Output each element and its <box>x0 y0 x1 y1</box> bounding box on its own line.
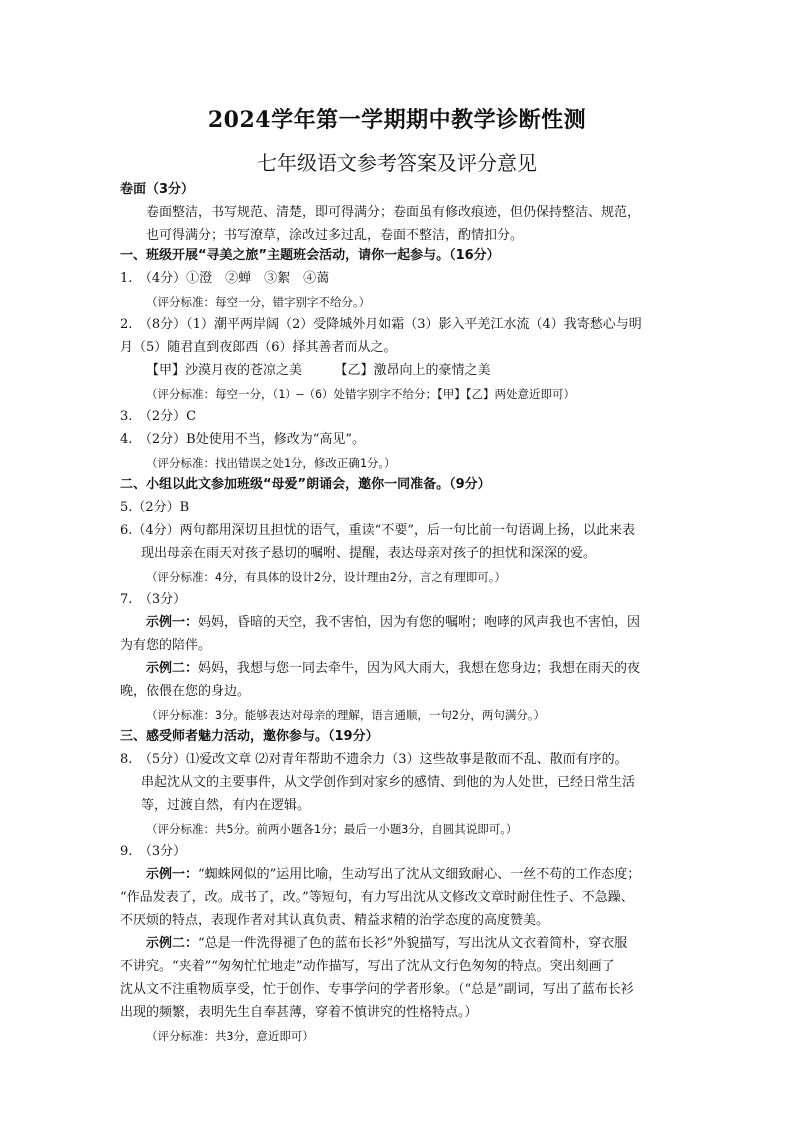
paragraph-line: 卷面整洁，书写规范、清楚，即可得满分；卷面虽有修改痕迹，但仍保持整洁、规范， <box>146 205 641 220</box>
section-heading-one: 一、班级开展“寻美之旅”主题班会活动，请你一起参与。（16分） <box>120 248 500 263</box>
answer-line: 2. （8分）（1）潮平两岸阔（2）受降城外月如霜（3）影入平羌江水流（4）我寄愁心与明 <box>120 317 642 332</box>
example-line: 沈从文不注重物质享受，忙于创作、专事学问的学者形象。（“总是”副词，写出了蓝布长衫 <box>120 982 634 997</box>
example-label: 示例二： <box>146 936 199 951</box>
answer-line: 4. （2分）B处使用不当，修改为“高见”。 <box>120 432 366 447</box>
example-line: 晚，依偎在您的身边。 <box>120 684 251 699</box>
example-label: 示例一： <box>146 867 199 882</box>
answer-line: 6.（4分）两句都用深切且担忧的语气，重读“不要”，后一句比前一句语调上扬，以此来表 <box>120 523 635 538</box>
answer-line: 3. （2分）C <box>120 409 197 424</box>
example-line: “作品发表了，改。成书了，改。”等短句，有力写出沈从文修改文章时耐住性子、不急躁、 <box>120 890 634 905</box>
scoring-note: （评分标准：4分，有具体的设计2分，设计理由2分，言之有理即可。） <box>146 570 507 584</box>
example-text: “蜘蛛网似的”运用比喻，生动写出了沈从文细致耐心、一丝不苟的工作态度； <box>198 867 641 882</box>
example-label: 示例一： <box>146 615 199 630</box>
answer-line: 现出母亲在雨天对孩子悬切的嘱咐、提醒，表达母亲对孩子的担忧和深深的爱。 <box>141 546 597 561</box>
example-line <box>146 614 640 632</box>
answer-line: 串起沈从文的主要事件，从文学创作到对家乡的感情、到他的为人处世，已经日常生活 <box>141 775 636 790</box>
example-text: 妈妈，我想与您一同去牵牛，因为风大雨大，我想在您身边；我想在雨天的夜 <box>198 661 641 676</box>
answer-line: 1. （4分）①澄 ②蝉 ③絮 ④蔼 <box>120 271 330 286</box>
example-text: “总是一件洗得褪了色的蓝布长衫”外貌描写，写出沈从文衣着简朴，穿衣服 <box>198 936 628 951</box>
example-line: 为有您的陪伴。 <box>120 638 212 653</box>
answer-line: 月（5）随君直到夜郎西（6）择其善者而从之。 <box>120 340 397 355</box>
scoring-note: （评分标准：找出错误之处1分，修改正确1分。） <box>146 456 396 470</box>
answer-line: 5.（2分）B <box>120 500 190 515</box>
scoring-note: （评分标准：每空一分，（1）—（6）处错字别字不给分；【甲】【乙】两处意近即可） <box>146 387 576 401</box>
example-line <box>146 866 640 884</box>
example-label: 示例二： <box>146 661 199 676</box>
answer-line: 7. （3分） <box>120 592 187 607</box>
section-heading-two: 二、小组以此文参加班级“母爱”朗诵会，邀你一同准备。（9分） <box>120 477 491 492</box>
scoring-note: （评分标准：共3分，意近即可） <box>146 1029 314 1043</box>
section-heading-three: 三、感受师者魅力活动，邀你参与。（19分） <box>120 729 379 744</box>
example-line <box>146 660 640 678</box>
scoring-note: （评分标准：3分。能够表达对母亲的理解，语言通顺，一句2分，两句满分。） <box>146 708 546 722</box>
answer-line: 8. （5分）⑴爱改文章 ⑵对青年帮助不遗余力（3）这些故事是散而不乱、散而有序的。 <box>120 752 628 767</box>
answer-line: 【甲】沙漠月夜的苍凉之美 【乙】激昂向上的豪情之美 <box>146 363 491 378</box>
example-line: 不厌烦的特点，表现作者对其认真负责、精益求精的治学态度的高度赞美。 <box>120 913 550 928</box>
page-title: 2024学年第一学期期中教学诊断性测 <box>207 107 587 133</box>
answer-line: 等，过渡自然，有内在逻辑。 <box>141 798 311 813</box>
scoring-note: （评分标准：共5分。前两小题各1分；最后一小题3分，自圆其说即可。） <box>146 822 518 836</box>
example-line: 不讲究。“夹着”“匆匆忙忙地走”动作描写，写出了沈从文行色匆匆的特点。突出刻画了 <box>120 959 615 974</box>
page-subtitle: 七年级语文参考答案及评分意见 <box>257 151 537 175</box>
example-text: 妈妈，昏暗的天空，我不害怕，因为有您的嘱咐；咆哮的风声我也不害怕，因 <box>198 615 641 630</box>
example-line: 出现的频繁，表明先生自奉甚薄，穿着不慎讲究的性格特点。） <box>120 1005 478 1020</box>
example-line <box>146 935 627 953</box>
answer-line: 9. （3分） <box>120 844 187 859</box>
paragraph-line: 也可得满分；书写潦草，涂改过多过乱，卷面不整洁，酌情扣分。 <box>146 228 524 243</box>
section-heading-neatness: 卷面（3分） <box>120 182 195 197</box>
scoring-note: （评分标准：每空一分，错字别字不给分。） <box>146 295 371 309</box>
